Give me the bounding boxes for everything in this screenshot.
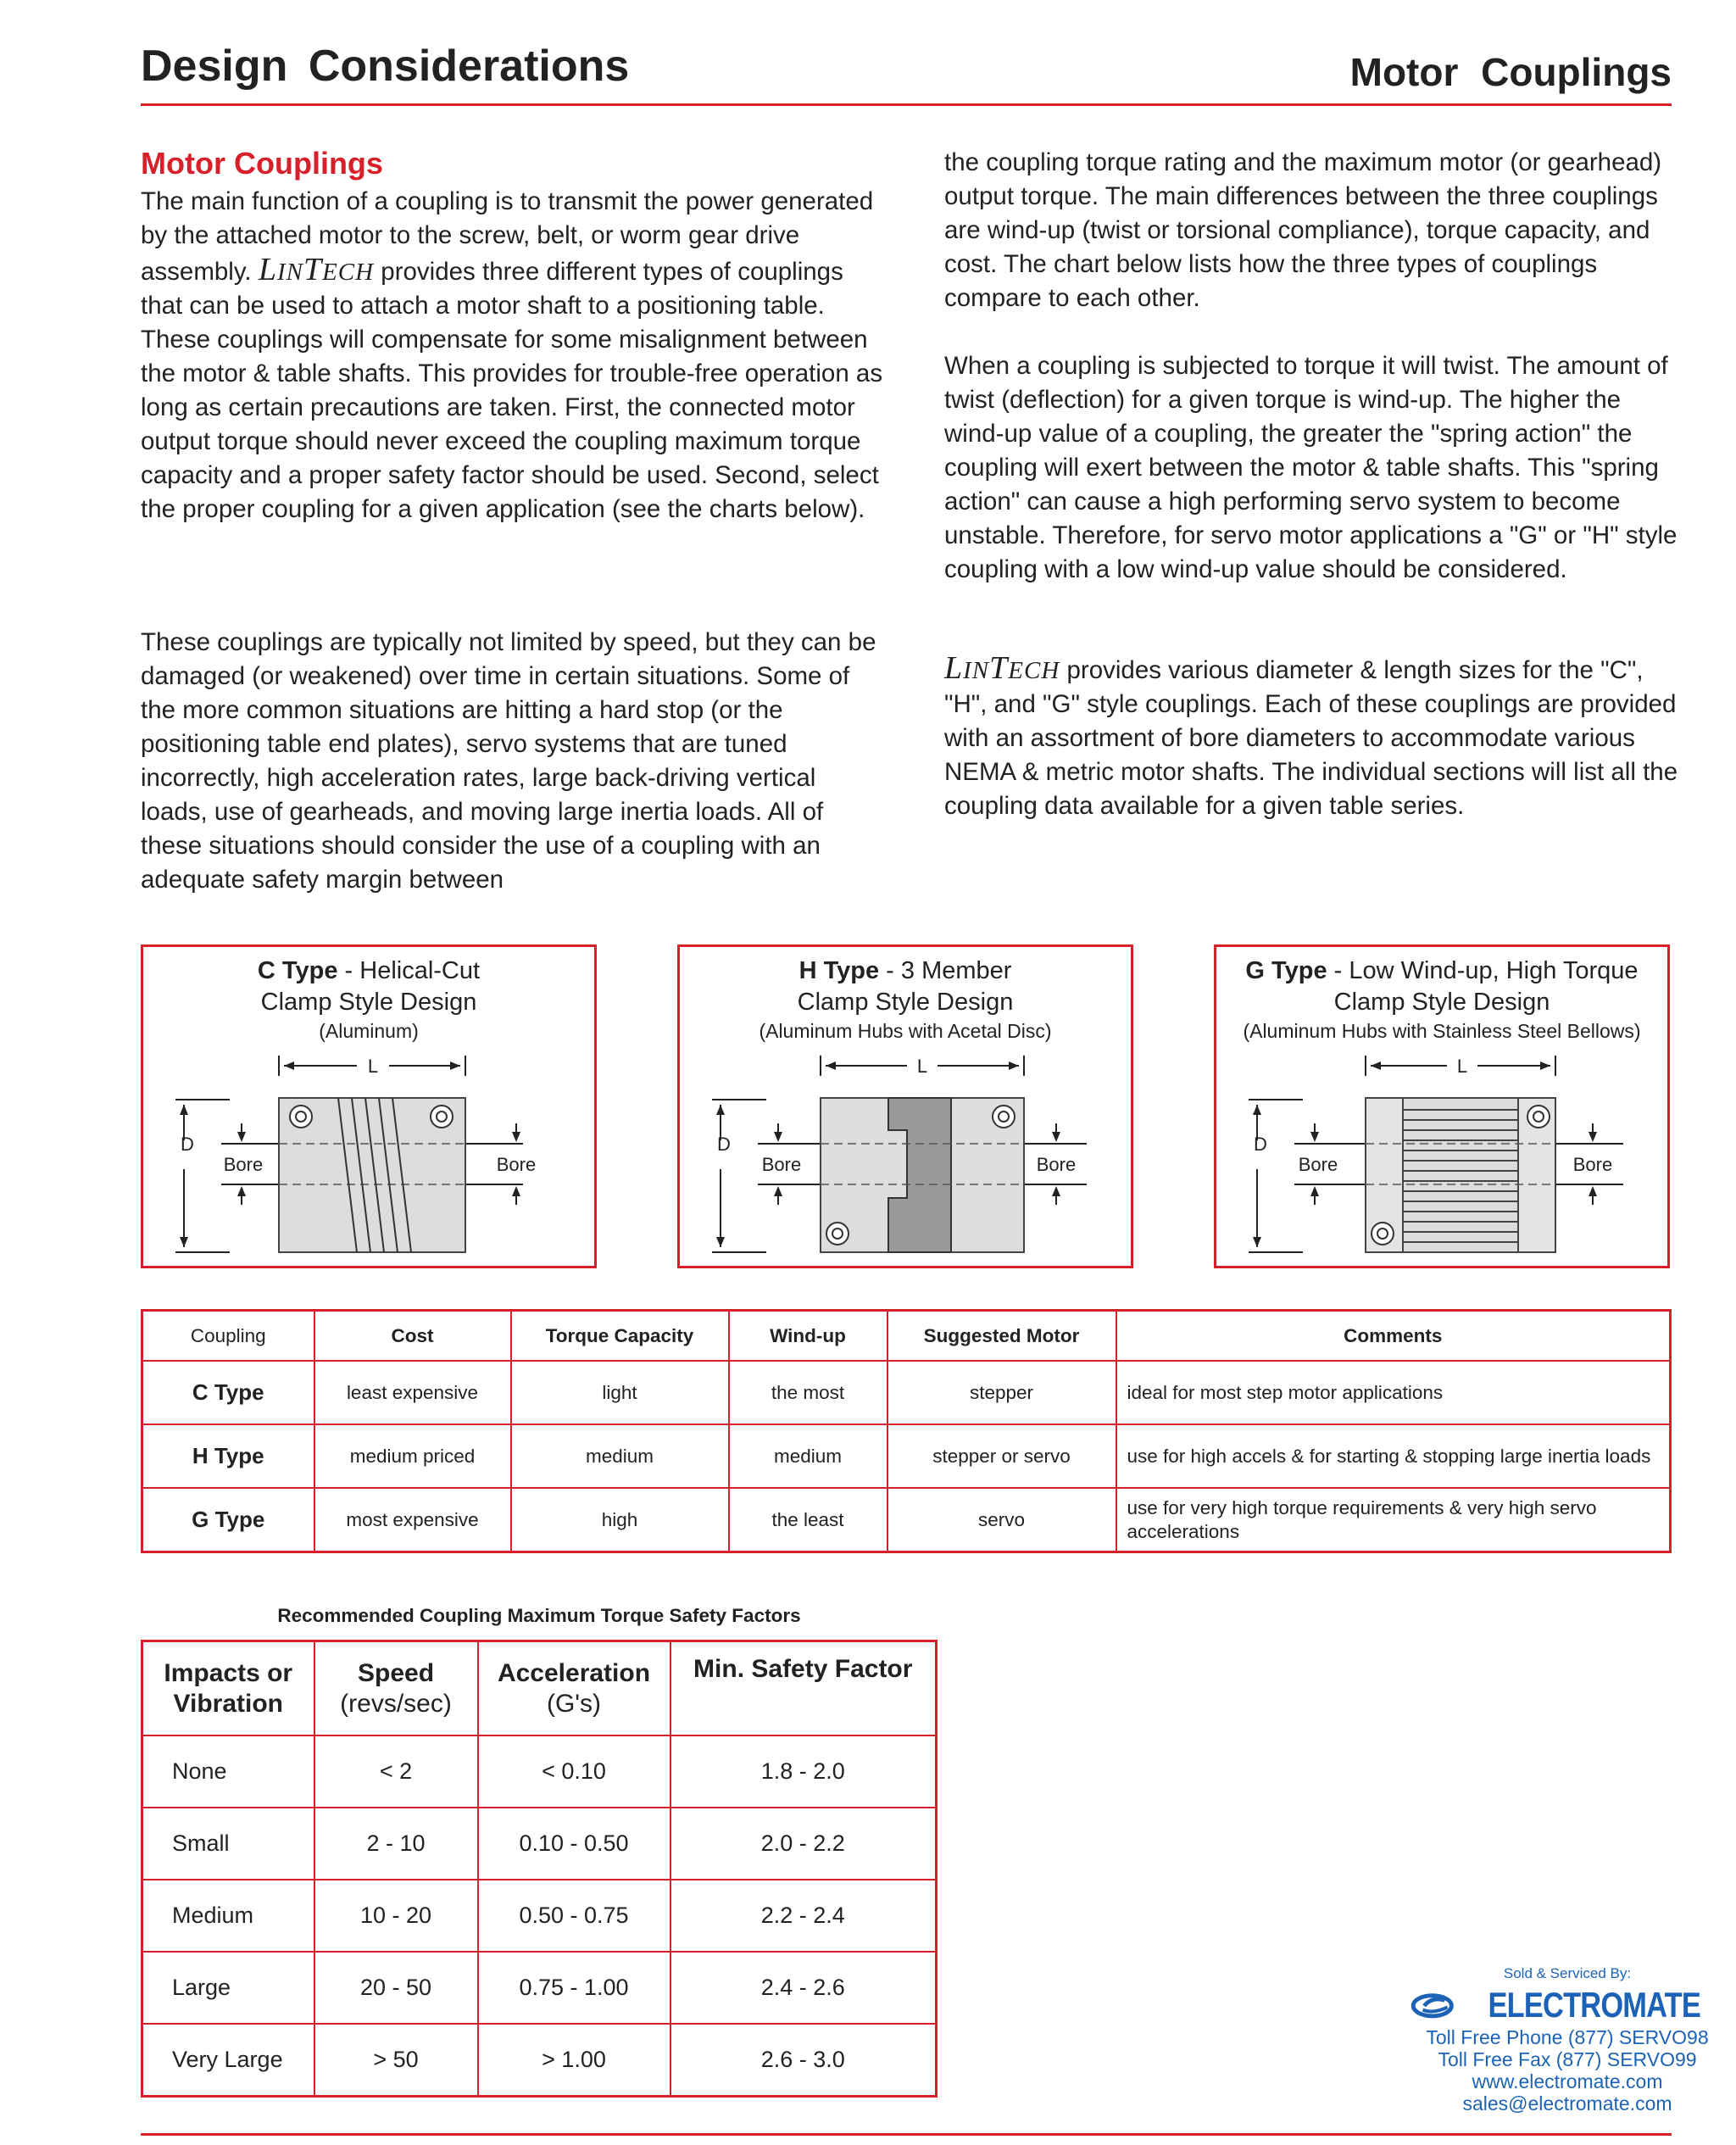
header-cost: Cost (314, 1311, 511, 1362)
bore-label-right: Bore (496, 1154, 537, 1175)
row-torque: high (511, 1488, 729, 1552)
right-paragraph-3 (944, 651, 1682, 823)
distributor-fax: Toll Free Fax (877) SERVO99 (1438, 2048, 1697, 2070)
header-acceleration: Acceleration (G's) (478, 1641, 670, 1736)
g-type-coupling-diagram (1216, 1049, 1667, 1266)
card-material: (Aluminum Hubs with Acetal Disc) (759, 1020, 1052, 1042)
cell-impacts: Large (142, 1952, 314, 2024)
cell-impacts: Very Large (142, 2024, 314, 2097)
cell-safety-factor: 2.0 - 2.2 (670, 1808, 937, 1880)
cell-acceleration: 0.10 - 0.50 (478, 1808, 670, 1880)
left-paragraph-1 (141, 185, 887, 526)
bore-label-left: Bore (1298, 1154, 1338, 1175)
cell-acceleration: 0.50 - 0.75 (478, 1880, 670, 1952)
cell-speed: < 2 (314, 1736, 478, 1808)
cell-safety-factor: 1.8 - 2.0 (670, 1736, 937, 1808)
card-title: H Type - 3 Member Clamp Style Design (797, 957, 1014, 1016)
brand-name: LINTECH (258, 252, 375, 287)
card-h-type (677, 944, 1133, 1268)
section-heading: Motor Couplings (141, 146, 383, 181)
electromate-logo (1410, 1984, 1724, 2026)
safety-factor-table (141, 1640, 938, 2098)
diameter-label: D (717, 1134, 731, 1155)
page-section-title: Motor Couplings (1349, 50, 1672, 94)
length-label: L (916, 1056, 928, 1077)
cell-acceleration: < 0.10 (478, 1736, 670, 1808)
cell-speed: 20 - 50 (314, 1952, 478, 2024)
safety-table-caption: Recommended Coupling Maximum Torque Safety Factors (277, 1605, 801, 1626)
table-row (142, 1880, 937, 1952)
table-row (142, 1488, 1671, 1552)
cell-acceleration: > 1.00 (478, 2024, 670, 2097)
distributor-phone: Toll Free Phone (877) SERVO98 (1426, 2026, 1709, 2048)
bore-label-right: Bore (1572, 1154, 1613, 1175)
bore-label-left: Bore (223, 1154, 264, 1175)
row-motor: stepper or servo (887, 1424, 1116, 1488)
header-wind-up: Wind-up (729, 1311, 887, 1362)
row-cost: most expensive (314, 1488, 511, 1552)
diameter-label: D (1254, 1134, 1267, 1155)
length-label: L (367, 1056, 379, 1077)
card-title: G Type - Low Wind-up, High Torque Clamp Style Design (1245, 957, 1639, 1016)
length-label: L (1456, 1056, 1468, 1077)
row-coupling: C Type (142, 1361, 314, 1424)
cell-acceleration: 0.75 - 1.00 (478, 1952, 670, 2024)
table-row (142, 2024, 937, 2097)
row-coupling: G Type (142, 1488, 314, 1552)
cell-speed: 2 - 10 (314, 1808, 478, 1880)
header-torque-capacity: Torque Capacity (511, 1311, 729, 1362)
row-comment: ideal for most step motor applications (1116, 1361, 1671, 1424)
bore-label-right: Bore (1036, 1154, 1077, 1175)
row-motor: servo (887, 1488, 1116, 1552)
left-paragraph-2: These couplings are typically not limited by speed, but they can be damaged (or weakened) over time in certain situations. Some of the more common situations are hitting a hard stop (or the positioning table end plates), servo systems that are tuned incorrectly, high acceleration rates, large back-driving vertical loads, use of gearheads, and moving large inertia loads. All of these situations should consider the use of a coupling with an adequate safety margin between (141, 628, 876, 894)
table-row (142, 1952, 937, 2024)
cell-impacts: Medium (142, 1880, 314, 1952)
right-p3-after: provides various diameter & length sizes for the "C", "H", and "G" style couplings. Each of these couplings are provided with an assortment of bore diameters to accommodate various NEMA & metric motor shafts. The individual sections will list all the coupling data available for a given table series. (944, 656, 1678, 820)
page-title: Design Considerations (141, 42, 630, 91)
card-material: (Aluminum Hubs with Stainless Steel Bellows) (1243, 1020, 1641, 1042)
card-c-type (141, 944, 597, 1268)
card-material: (Aluminum) (319, 1020, 419, 1042)
row-windup: the least (729, 1488, 887, 1552)
row-coupling: H Type (142, 1424, 314, 1488)
sold-by-label: Sold & Serviced By: (1503, 1965, 1632, 1981)
cell-speed: > 50 (314, 2024, 478, 2097)
header-suggested-motor: Suggested Motor (887, 1311, 1116, 1362)
header-speed: Speed (revs/sec) (314, 1641, 478, 1736)
row-windup: medium (729, 1424, 887, 1488)
electromate-logo-icon (1410, 1987, 1458, 2023)
distributor-name: ELECTROMATE (1488, 1985, 1701, 2025)
left-p1-after: provides three different types of couplings that can be used to attach a motor shaft to a positioning table. These couplings will compensate for some misalignment between the motor & table shafts. This provides for trouble-free operation as long as certain precautions are taken. First, the connected motor output torque should never exceed the coupling maximum torque capacity and a proper safety factor should be used. Second, select the proper coupling for a given application (see the charts below). (141, 258, 883, 523)
header-impacts: Impacts or Vibration (142, 1641, 314, 1736)
cell-impacts: Small (142, 1808, 314, 1880)
row-cost: medium priced (314, 1424, 511, 1488)
distributor-email[interactable]: sales@electromate.com (1462, 2092, 1672, 2114)
table-row (142, 1808, 937, 1880)
cell-safety-factor: 2.4 - 2.6 (670, 1952, 937, 2024)
row-comment: use for high accels & for starting & stopping large inertia loads (1116, 1424, 1671, 1488)
row-torque: light (511, 1361, 729, 1424)
diameter-label: D (181, 1134, 194, 1155)
header-rule (141, 103, 1672, 106)
row-motor: stepper (887, 1361, 1116, 1424)
cell-speed: 10 - 20 (314, 1880, 478, 1952)
distributor-website[interactable]: www.electromate.com (1472, 2070, 1663, 2092)
table-row (142, 1424, 1671, 1488)
row-windup: the most (729, 1361, 887, 1424)
table-header-row (142, 1641, 937, 1736)
row-comment: use for very high torque requirements & very high servo accelerations (1116, 1488, 1671, 1552)
row-cost: least expensive (314, 1361, 511, 1424)
card-title: C Type - Helical-Cut Clamp Style Design (257, 957, 481, 1016)
bore-label-left: Bore (761, 1154, 802, 1175)
table-row (142, 1736, 937, 1808)
left-p1-before: The main function of a coupling is to transmit the power generated by the attached motor to the screw, belt, or worm gear drive assembly. (141, 187, 874, 286)
table-row (142, 1361, 1671, 1424)
brand-name: LINTECH (944, 650, 1060, 686)
footer-rule (141, 2133, 1672, 2136)
cell-safety-factor: 2.6 - 3.0 (670, 2024, 937, 2097)
row-torque: medium (511, 1424, 729, 1488)
right-paragraph-2: When a coupling is subjected to torque it will twist. The amount of twist (deflection) for a given torque is wind-up. The higher the wind-up value of a coupling, the greater the "spring action" the coupling will exert between the motor & table shafts. This "spring action" can cause a high performing servo system to become unstable. Therefore, for servo motor applications a "G" or "H" style coupling with a low wind-up value should be considered. (944, 352, 1678, 583)
coupling-comparison-table (141, 1309, 1672, 1553)
cell-safety-factor: 2.2 - 2.4 (670, 1880, 937, 1952)
distributor-block (1410, 1965, 1724, 2114)
header-min-safety-factor: Min. Safety Factor (670, 1641, 937, 1736)
header-coupling: Coupling (142, 1311, 314, 1362)
table-header-row (142, 1311, 1671, 1362)
header-comments: Comments (1116, 1311, 1671, 1362)
h-type-coupling-diagram (680, 1049, 1131, 1266)
card-g-type (1214, 944, 1670, 1268)
c-type-coupling-diagram (143, 1049, 594, 1266)
right-paragraph-1: the coupling torque rating and the maximum motor (or gearhead) output torque. The main differences between the three couplings are wind-up (twist or torsional compliance), torque capacity, and cost. The chart below lists how the three types of couplings compare to each other. (944, 148, 1662, 312)
cell-impacts: None (142, 1736, 314, 1808)
